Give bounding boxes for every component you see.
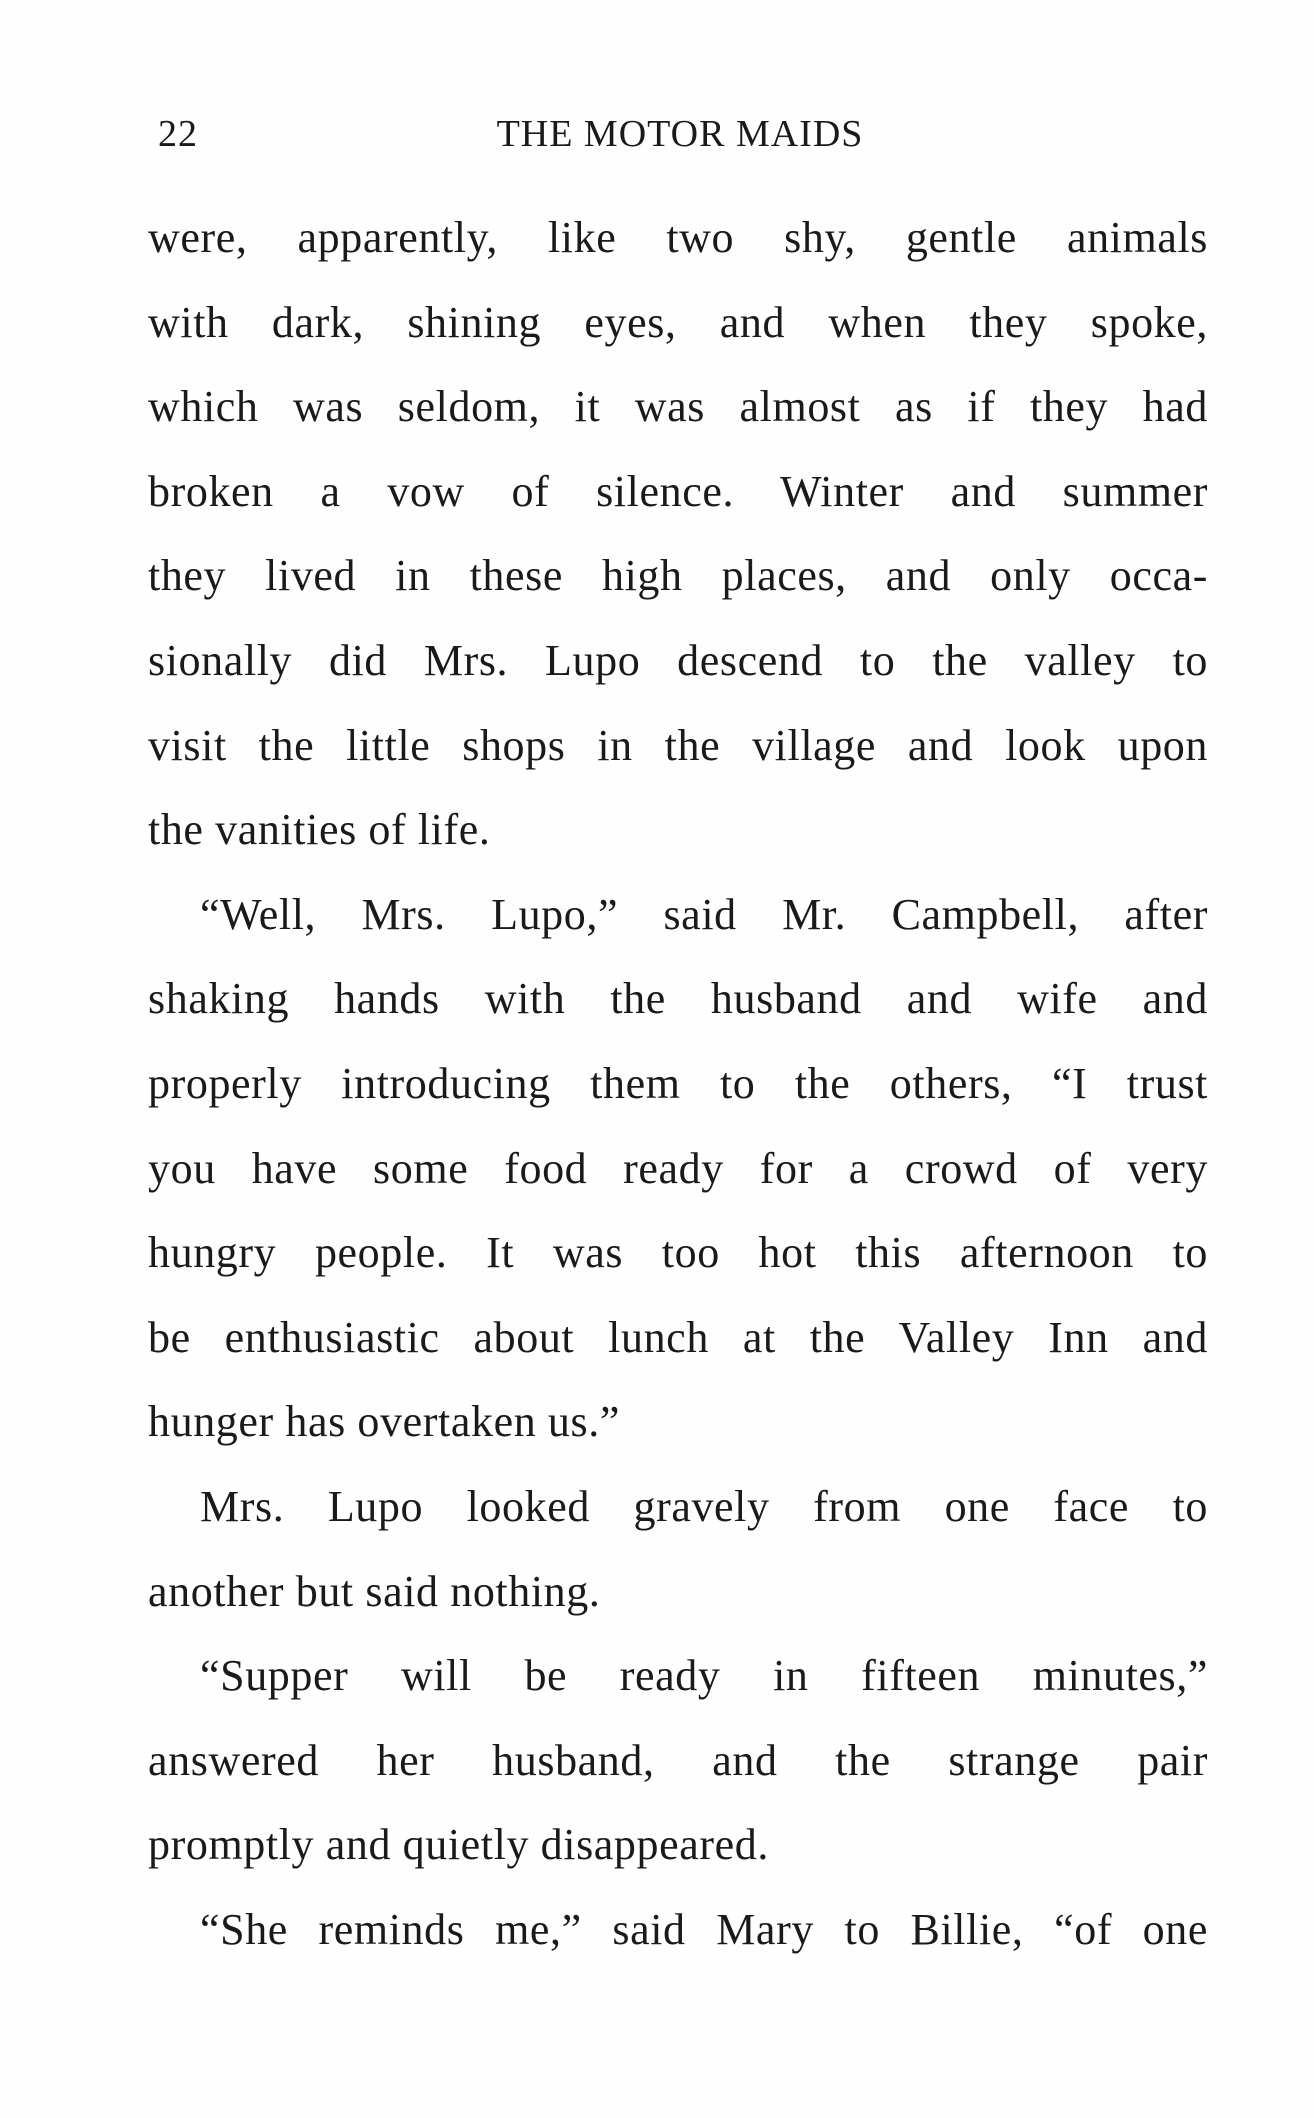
text-line: with dark, shining eyes, and when they spoke, — [148, 297, 1208, 347]
text-line: hunger has overtaken us.” — [148, 1397, 620, 1447]
text-line: “She reminds me,” said Mary to Billie, “of one — [200, 1904, 1208, 1954]
text-line: properly introducing them to the others, “I trust — [148, 1058, 1208, 1108]
body-text — [148, 196, 1208, 1972]
text-line: they lived in these high places, and only occa- — [148, 551, 1208, 601]
text-line: another but said nothing. — [148, 1566, 601, 1616]
text-line: “Well, Mrs. Lupo,” said Mr. Campbell, after — [200, 889, 1208, 939]
text-line: shaking hands with the husband and wife and — [148, 974, 1208, 1024]
text-line: be enthusiastic about lunch at the Valley Inn and — [148, 1312, 1208, 1362]
text-line: hungry people. It was too hot this afternoon to — [148, 1228, 1208, 1278]
text-line: were, apparently, like two shy, gentle animals — [148, 213, 1208, 262]
text-line: promptly and quietly disappeared. — [148, 1820, 769, 1870]
text-line: “Supper will be ready in fifteen minutes,” — [200, 1651, 1208, 1701]
text-line: which was seldom, it was almost as if they had — [148, 382, 1208, 432]
text-line: visit the little shops in the village and look upon — [148, 720, 1208, 770]
text-line: answered her husband, and the strange pair — [148, 1735, 1208, 1785]
text-line: the vanities of life. — [148, 805, 491, 855]
text-line: you have some food ready for a crowd of very — [148, 1143, 1208, 1193]
text-line: Mrs. Lupo looked gravely from one face to — [200, 1481, 1208, 1531]
running-head — [150, 112, 1210, 162]
text-line: sionally did Mrs. Lupo descend to the valley to — [148, 635, 1208, 685]
text-line: broken a vow of silence. Winter and summer — [148, 466, 1208, 516]
page-number: 22 — [158, 113, 198, 155]
running-title: THE MOTOR MAIDS — [496, 113, 864, 155]
